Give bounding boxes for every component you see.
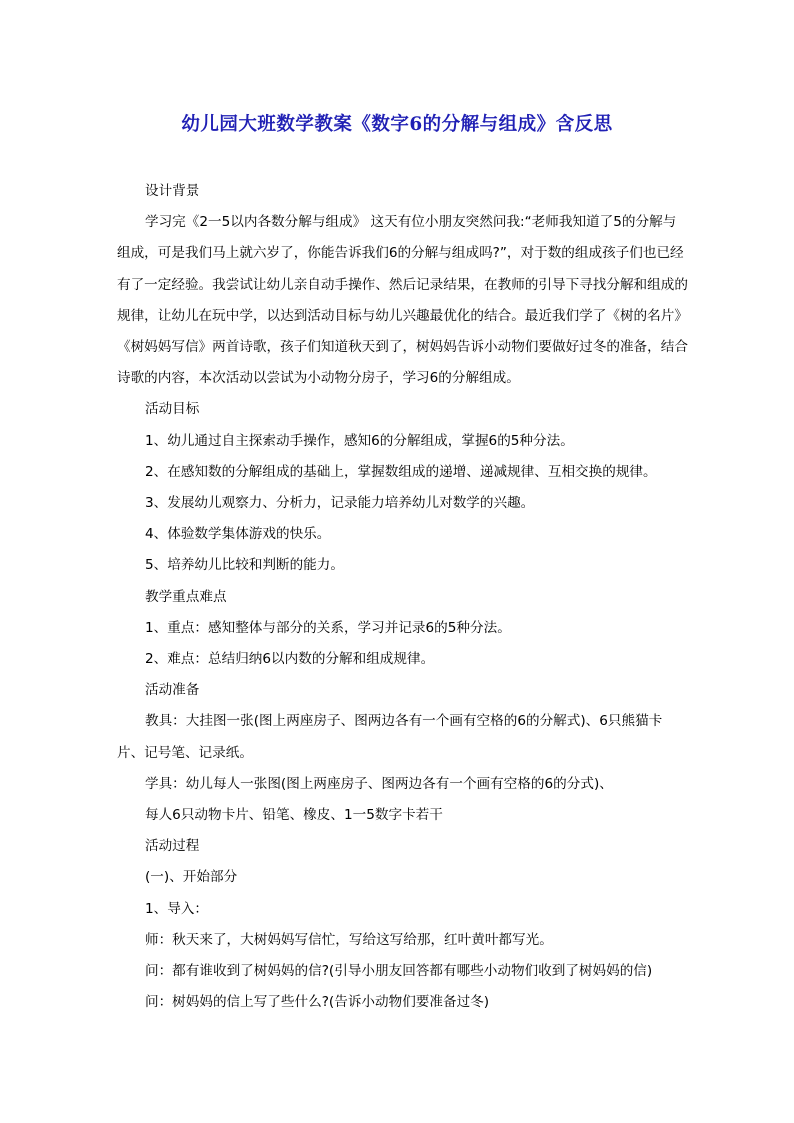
section-heading-process: 活动过程 [145, 838, 200, 855]
process-part-1: (一)、开始部分 [145, 869, 238, 886]
preparation-teaching-aids: 教具：大挂图一张(图上两座房子、图两边各有一个画有空格的6的分解式)、6只熊猫卡片、记号笔、记录纸。 [117, 713, 663, 761]
document-body [117, 176, 689, 1018]
process-step-intro: 1、导入： [145, 900, 209, 917]
dialogue-line-1: 师：秋天来了，大树妈妈写信忙，写给这写给那，红叶黄叶都写光。 [145, 931, 553, 948]
section-heading-preparation: 活动准备 [145, 682, 200, 699]
goal-item-2: 2、在感知数的分解组成的基础上，掌握数组成的递增、递减规律、互相交换的规律。 [145, 463, 657, 480]
goal-item-1: 1、幼儿通过自主探索动手操作，感知6的分解组成，掌握6的5种分法。 [145, 432, 574, 449]
document-title: 幼儿园大班数学教案《数字6的分解与组成》含反思 [181, 114, 613, 135]
paragraph-background: 学习完《2一5以内各数分解与组成》 这天有位小朋友突然问我:“老师我知道了5的分解与组成，可是我们马上就六岁了，你能告诉我们6的分解与组成吗?”，对于数的组成孩子们也已经有了一定经验。我尝试让幼儿亲自动手操作、然后记录结果，在教师的引导下寻找分解和组成的规律，让幼儿在玩中学，以达到活动目标与幼儿兴趣最优化的结合。最近我们学了《树的名片》《树妈妈写信》两首诗歌，孩子们知道秋天到了，树妈妈告诉小动物们要做好过冬的准备，结合诗歌的内容，本次活动以尝试为小动物分房子，学习6的分解组成。 [117, 214, 688, 387]
goal-item-4: 4、体验数学集体游戏的快乐。 [145, 526, 331, 543]
preparation-learning-aids-cont: 每人6只动物卡片、铅笔、橡皮、1一5数字卡若干 [145, 807, 443, 824]
key-point-item-1: 1、重点：感知整体与部分的关系，学习并记录6的5种分法。 [145, 619, 511, 636]
section-heading-goals: 活动目标 [145, 401, 200, 418]
dialogue-line-3: 问：树妈妈的信上写了些什么?(告诉小动物们要准备过冬) [145, 994, 490, 1011]
goal-item-5: 5、培养幼儿比较和判断的能力。 [145, 557, 344, 574]
dialogue-line-2: 问：都有谁收到了树妈妈的信?(引导小朋友回答都有哪些小动物们收到了树妈妈的信) [145, 963, 653, 980]
goal-item-3: 3、发展幼儿观察力、分析力，记录能力培养幼儿对数学的兴趣。 [145, 495, 535, 512]
section-heading-key-points: 教学重点难点 [145, 588, 227, 605]
section-heading-background: 设计背景 [145, 183, 200, 199]
preparation-learning-aids: 学具：幼儿每人一张图(图上两座房子、图两边各有一个画有空格的6的分式)、 [145, 775, 613, 792]
key-point-item-2: 2、难点：总结归纳6以内数的分解和组成规律。 [145, 651, 435, 668]
